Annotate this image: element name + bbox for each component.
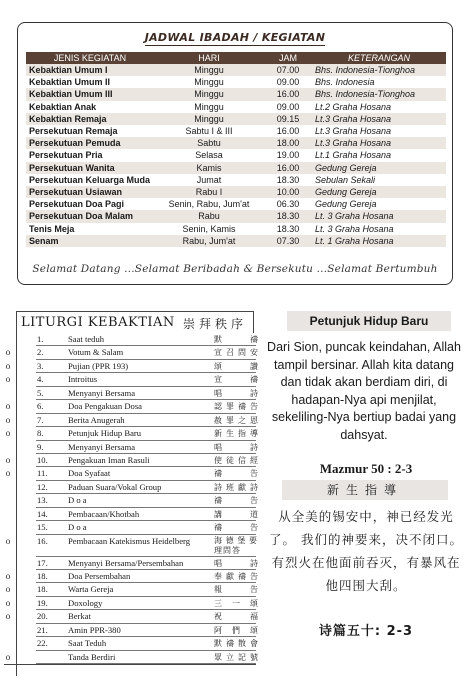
activity-cell: Persekutuan Pria [26,149,154,161]
liturgy-list [4,333,256,665]
activity-cell: Persekutuan Remaja [26,125,154,137]
schedule-row [26,198,446,210]
liturgy-item-text: Petunjuk Hidup Baru [68,428,142,439]
liturgy-item [4,610,256,623]
liturgy-item [4,346,256,359]
activity-cell: Persekutuan Usiawan [26,186,154,198]
schedule-title: JADWAL IBADAH / KEGIATAN [144,31,326,44]
day-cell: Minggu [154,88,264,100]
liturgy-item-zh: 宣 禱 [214,375,258,385]
standing-marker: o [5,571,11,581]
liturgy-item-number: 22. [37,638,48,649]
liturgy-item-text: Menyanyi Bersama [68,441,136,452]
schedule-row [26,149,446,161]
col-header-time: JAM [264,52,312,64]
liturgy-item [4,637,256,650]
note-cell: Bhs. Indonesia-Tionghoa [312,88,446,100]
liturgy-item-number: 19. [37,597,48,608]
liturgy-item-number: 15. [37,522,48,533]
note-cell: Gedung Gereja [312,186,446,198]
liturgy-item-zh: 報 告 [214,585,258,595]
standing-marker: o [5,414,11,425]
liturgy-item-number: 11. [37,468,48,479]
liturgy-item-text: Saat Teduh [68,638,107,649]
note-cell: Lt. 3 Graha Hosana [312,223,446,235]
note-cell: Lt.1 Graha Hosana [312,149,446,161]
liturgy-item [4,400,256,413]
time-cell: 07.30 [264,235,312,247]
liturgy-item-number: 1. [37,334,44,344]
time-cell: 09.00 [264,101,312,113]
standing-marker: o [5,468,11,479]
day-cell: Rabu, Jum'at [154,235,264,247]
day-cell: Sabtu I & III [154,125,264,137]
standing-marker: o [5,651,11,662]
liturgy-item-zh: 詩班獻詩 [214,482,258,492]
liturgy-item-text: Doa Persembahan [68,571,131,581]
liturgy-item-zh: 奉獻禱告 [214,572,258,581]
liturgy-row-rule [36,663,256,664]
note-cell: Sebulan Sekali [312,174,446,186]
liturgy-item [4,333,256,346]
schedule-row [26,162,446,174]
day-cell: Jumat [154,174,264,186]
liturgy-item-text: Berita Anugerah [68,414,125,425]
liturgy-item-number: 20. [37,611,48,622]
standing-marker: o [5,597,11,608]
standing-marker: o [5,374,11,385]
time-cell: 07.00 [264,64,312,76]
time-cell: 19.00 [264,149,312,161]
liturgy-item [4,535,256,557]
time-cell: 16.00 [264,88,312,100]
liturgy-item-number: 5. [37,387,44,398]
schedule-row [26,113,446,125]
liturgy-title: LITURGI KEBAKTIAN [21,315,175,330]
time-cell: 09.15 [264,113,312,125]
liturgy-item-zh: 宣召問安 [214,348,258,358]
liturgy-item-zh: 默 禱 [214,335,258,344]
liturgy-item-number: 9. [37,441,44,452]
day-cell: Senin, Rabu, Jum'at [154,198,264,210]
activity-cell: Persekutuan Wanita [26,162,154,174]
liturgy-item-text: Saat teduh [68,334,105,344]
liturgy-item-zh: 認罪禱告 [214,402,258,412]
note-cell: Bhs. Indonesia-Tionghoa [312,64,446,76]
liturgy-item-number: 2. [37,347,44,358]
liturgy-item-zh: 使徒信經 [214,455,258,465]
time-cell: 16.00 [264,125,312,137]
liturgy-item [4,624,256,637]
schedule-row [26,137,446,149]
day-cell: Minggu [154,64,264,76]
liturgy-item-text: Introitus [68,374,98,385]
time-cell: 06.30 [264,198,312,210]
schedule-footer: Selamat Datang ...Selamat Beribadah & Bersekutu ...Selamat Bertumbuh [32,263,438,275]
activity-cell: Senam [26,235,154,247]
activity-cell: Kebaktian Anak [26,101,154,113]
liturgy-item-number: 7. [37,414,44,425]
liturgy-item-number: 18. [37,571,48,581]
petunjuk-title-zh: 新生指導 [282,480,448,500]
standing-marker: o [5,360,11,371]
liturgy-item-zh: 新生指導 [214,429,258,439]
standing-marker: o [5,611,11,622]
liturgy-item [4,360,256,373]
day-cell: Rabu [154,210,264,222]
col-header-day: HARI [154,52,264,64]
liturgy-item [4,467,256,480]
liturgy-item-zh: 禱 告 [214,469,258,479]
liturgy-item-zh: 唱 詩 [214,388,258,398]
liturgy-item-text: Berkat [68,611,91,622]
schedule-row [26,174,446,186]
day-cell: Minggu [154,76,264,88]
time-cell: 18.30 [264,174,312,186]
liturgy-item [4,414,256,427]
liturgy-item-number: 16. [37,535,48,546]
liturgy-item [4,557,256,570]
activity-cell: Persekutuan Doa Pagi [26,198,154,210]
standing-marker: o [5,454,11,465]
day-cell: Senin, Kamis [154,223,264,235]
liturgy-item-zh: 祝 福 [214,612,258,622]
activity-cell: Persekutuan Keluarga Muda [26,174,154,186]
day-cell: Sabtu [154,137,264,149]
liturgy-item-zh: 唱 詩 [214,442,258,452]
liturgy-item-zh: 禱 告 [214,496,258,506]
day-cell: Minggu [154,113,264,125]
schedule-row [26,125,446,137]
time-cell: 18.00 [264,137,312,149]
note-cell: Lt. 3 Graha Hosana [312,210,446,222]
liturgy-item [4,454,256,467]
col-header-activity: JENIS KEGIATAN [26,52,154,64]
liturgy-item [4,373,256,386]
liturgy-item [4,441,256,454]
liturgy-item-text: Warta Gereja [68,584,114,595]
liturgy-item-text: Doxology [68,597,103,608]
note-cell: Bhs. Indonesia [312,76,446,88]
liturgy-item-number: 14. [37,508,48,519]
petunjuk-body-zh: 从全美的锡安中，神已经发光了。 我们的神要来，决不闭口。有烈火在他面前吞灭，有暴风在他四围大刮。 [269,509,463,593]
activity-cell: Kebaktian Umum III [26,88,154,100]
activity-cell: Persekutuan Doa Malam [26,210,154,222]
liturgy-item-text: Paduan Suara/Vokal Group [68,481,162,492]
liturgy-item-zh: 頌 讚 [214,361,258,371]
note-cell: Lt.3 Graha Hosana [312,137,446,149]
schedule-table [26,52,446,247]
time-cell: 16.00 [264,162,312,174]
note-cell: Lt. 1 Graha Hosana [312,235,446,247]
schedule-row [26,101,446,113]
day-cell: Rabu I [154,186,264,198]
activity-cell: Kebaktian Umum I [26,64,154,76]
day-cell: Minggu [154,101,264,113]
activity-cell: Tenis Meja [26,223,154,235]
liturgy-item-number: 6. [37,401,44,412]
liturgy-item-number: 18. [37,584,48,595]
liturgy-item [4,481,256,494]
day-cell: Selasa [154,149,264,161]
liturgy-item-number: 13. [37,495,48,506]
liturgy-item-zh: 海德堡要理問答 [214,535,258,555]
liturgy-item-text: Pengakuan Iman Rasuli [68,454,150,465]
scripture-reference-zh: 诗篇五十: 2-3 [318,624,414,639]
liturgy-item-text: D o a [68,495,87,506]
schedule-row [26,186,446,198]
liturgy-item [4,387,256,400]
standing-marker: o [5,535,11,546]
liturgy-item [4,597,256,610]
liturgy-item-text: Tanda Berdiri [68,651,116,662]
liturgy-item-zh: 唱 詩 [214,558,258,568]
liturgy-item-text: Pembacaan Katekismus Heidelberg [68,535,191,546]
liturgy-item [4,521,256,534]
schedule-row [26,223,446,235]
schedule-row [26,76,446,88]
liturgy-item-zh: 禱 告 [214,523,258,533]
liturgy-item-number: 8. [37,428,44,439]
scripture-reference: Mazmur 50 : 2-3 [319,461,413,476]
liturgy-item-zh: 三 一 頌 [214,598,258,608]
liturgy-item-zh: 赦罪之恩 [214,415,258,425]
liturgy-item-number: 21. [37,624,48,635]
liturgy-item [4,427,256,440]
note-cell: Gedung Gereja [312,198,446,210]
col-header-note: KETERANGAN [312,52,446,64]
schedule-header-row [26,52,446,64]
time-cell: 09.00 [264,76,312,88]
standing-marker: o [5,401,11,412]
time-cell: 18.30 [264,210,312,222]
liturgy-item-number: 12. [37,481,48,492]
day-cell: Kamis [154,162,264,174]
time-cell: 18.30 [264,223,312,235]
activity-cell: Kebaktian Umum II [26,76,154,88]
liturgy-title-zh: 崇拜秩序 [182,317,247,331]
standing-marker: o [5,584,11,595]
liturgy-item-zh: 阿們頌 [214,625,258,635]
liturgy-item-text: Doa Pengakuan Dosa [68,401,142,412]
liturgy-item-zh: 講 道 [214,509,258,519]
liturgy-item-number: 4. [37,374,44,385]
note-cell: Gedung Gereja [312,162,446,174]
note-cell: Lt.2 Graha Hosana [312,101,446,113]
liturgy-item-text: Doa Syafaat [68,468,111,479]
schedule-box [17,22,453,285]
liturgy-item [4,494,256,507]
liturgy-item-number: 10. [37,454,48,465]
activity-cell: Persekutuan Pemuda [26,137,154,149]
schedule-row [26,210,446,222]
liturgy-item-text: Menyanyi Bersama [68,387,136,398]
liturgy-item-text: Amin PPR-380 [68,624,121,635]
liturgy-item-text: Votum & Salam [68,347,124,358]
schedule-row [26,88,446,100]
liturgy-item-zh: 默禱散會 [214,639,258,649]
liturgy-item-text: Pujian (PPR 193) [68,360,129,371]
liturgy-header [16,311,254,333]
note-cell: Lt.3 Graha Hosana [312,113,446,125]
schedule-row [26,64,446,76]
note-cell: Lt.3 Graha Hosana [312,125,446,137]
liturgy-item-zh: 眾立記號 [214,652,258,662]
petunjuk-title: Petunjuk Hidup Baru [287,311,451,331]
liturgy-item-number: 17. [37,557,48,568]
liturgy-item [4,570,256,583]
liturgy-item-number: 3. [37,360,44,371]
liturgy-item [4,583,256,596]
standing-marker: o [5,347,11,358]
petunjuk-body: Dari Sion, puncak keindahan, Allah tampil bersinar. Allah kita datang dan tidak akan berdiam diri, di hadapan-Nya api menjilat, sekeliling-Nya bertiup badai yang dahsyat. [267,340,461,442]
liturgy-item-text: Pembacaan/Khotbah [68,508,140,519]
time-cell: 10.00 [264,186,312,198]
liturgy-item [4,508,256,521]
schedule-row [26,235,446,247]
liturgy-item [4,651,256,664]
standing-marker: o [5,428,11,439]
liturgy-item-text: D o a [68,522,87,533]
activity-cell: Kebaktian Remaja [26,113,154,125]
liturgy-item-text: Menyanyi Bersama/Persembahan [68,557,184,568]
